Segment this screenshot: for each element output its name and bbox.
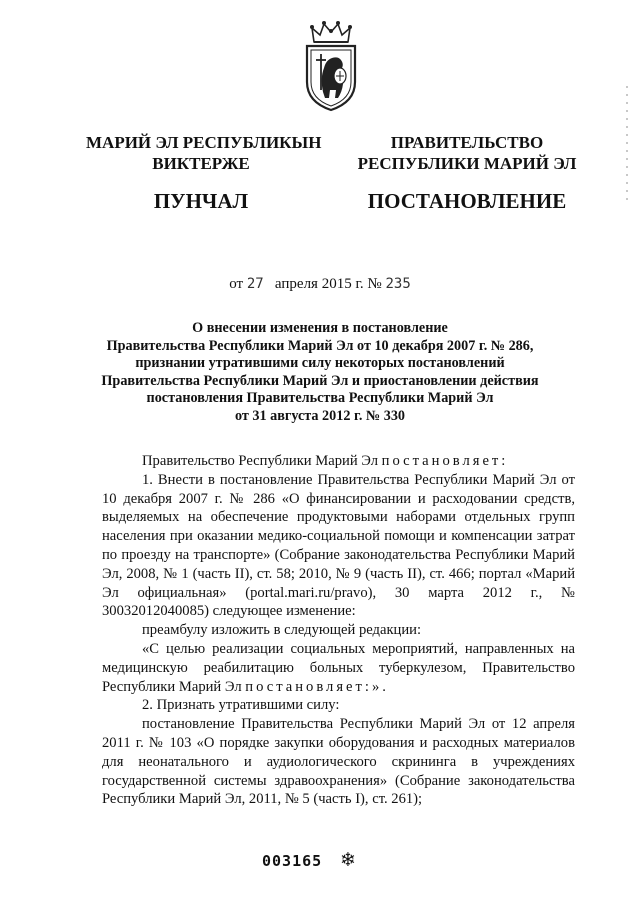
number-sign: № [367, 276, 382, 292]
date-line [0, 276, 640, 293]
preamble-instruction: преамбулу изложить в следующей редакции: [142, 622, 422, 639]
item-2-paragraph: постановление Правительства Республики Марий Эл от 12 апреля 2011 г. № 103 «О порядке закупки оборудования и расходных материалов для неонатального и аудиологического скрининга в учреждениях государственной системы здравоохранения» (Собрание законодательства Республики Марий Эл, 2011, № 5 (часть I), ст. 261); [102, 716, 575, 808]
coat-of-arms-icon [302, 20, 360, 112]
header-left-line1: МАРИЙ ЭЛ РЕСПУБЛИКЫН [86, 133, 322, 152]
header-right-line1: ПРАВИТЕЛЬСТВО [390, 133, 544, 152]
title-line: признании утратившими силу некоторых постановлений [135, 355, 505, 372]
header-left-doc-type: ПУНЧАЛ [153, 189, 249, 213]
date-prefix: от [229, 276, 244, 292]
document-title [90, 320, 550, 426]
quote-verb: постановляет:». [245, 678, 389, 695]
snowflake-icon: ❄ [340, 849, 356, 871]
title-line: О внесении изменения в постановление [192, 320, 448, 336]
date-month-year: апреля 2015 г. [274, 276, 364, 292]
item-2-heading: 2. Признать утратившими силу: [142, 697, 340, 714]
title-line: Правительства Республики Марий Эл и приостановлении действия [101, 372, 539, 389]
intro-paragraph [102, 452, 575, 471]
title-line: от 31 августа 2012 г. № 330 [234, 407, 406, 424]
header-right [352, 132, 582, 214]
header-right-line2: РЕСПУБЛИКИ МАРИЙ ЭЛ [357, 154, 577, 173]
document-number: 235 [385, 276, 411, 292]
quote-paragraph [102, 640, 575, 696]
header-right-doc-type: ПОСТАНОВЛЕНИЕ [367, 189, 567, 213]
header-left-line2: ВИКТЕРЖЕ [152, 154, 250, 173]
document-body [102, 452, 575, 809]
title-line: постановления Правительства Республики Марий Эл [146, 390, 494, 407]
title-line: Правительства Республики Марий Эл от 10 декабря 2007 г. № 286, [106, 337, 534, 354]
item-1-paragraph: 1. Внести в постановление Правительства Республики Марий Эл от 10 декабря 2007 г. № 286 «О финансировании и расходовании средств, выделяемых на обеспечение продуктовыми наборами отдельных групп населения при оказании медико-социальной помощи и компенсации затрат по проезду на транспорте» (Собрание законодательства Республики Марий Эл, 2008, № 1 (часть II), ст. 58; 2010, № 9 (часть II), ст. 466; портал «Марий Эл официальная» (portal.mari.ru/pravo), 30 марта 2012 г., № 30032012040085) следующее изменение: [102, 471, 575, 620]
quote-text: «С целью реализации социальных мероприятий, направленных на медицинскую реабилитацию больных туберкулезом, Правительство Республики Марий Эл [102, 640, 575, 695]
serial-number: 003165 [262, 852, 323, 870]
intro-subject: Правительство Республики Марий Эл [142, 453, 379, 469]
scan-margin-artifact [626, 86, 628, 206]
header-left [86, 132, 322, 214]
date-day: 27 [246, 276, 264, 292]
intro-verb: постановляет: [381, 453, 509, 469]
